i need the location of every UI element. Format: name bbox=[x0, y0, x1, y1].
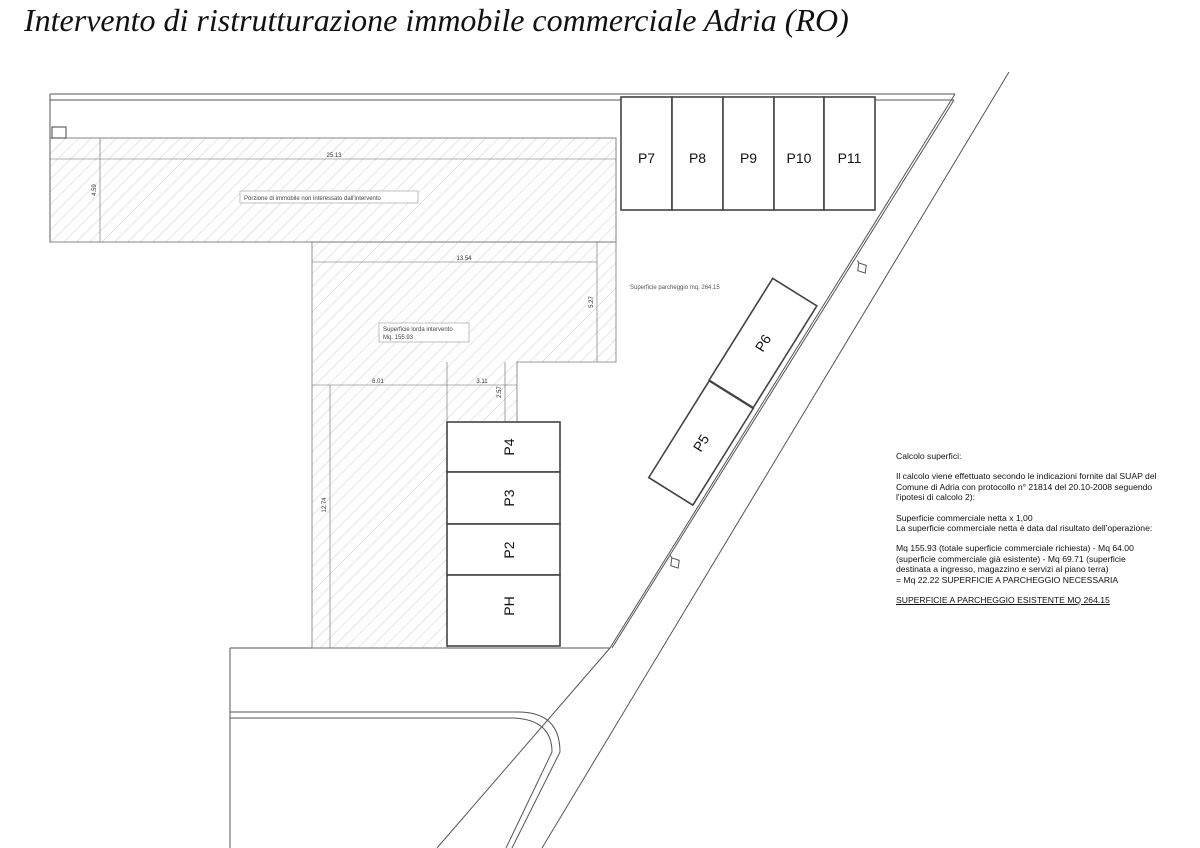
notes-paragraph: Superficie commerciale netta x 1,00 bbox=[896, 512, 1033, 523]
parking-space-p11 bbox=[824, 97, 875, 210]
plan-title: Intervento di ristrutturazione immobile commerciale Adria (RO) bbox=[24, 2, 849, 38]
existing-building-label: Porzione di immobile non interessato dall'intervento bbox=[244, 196, 381, 202]
svg-text:P11: P11 bbox=[837, 150, 862, 166]
parking-area-label: Superficie parcheggio mq. 264.15 bbox=[630, 285, 720, 291]
parking-space-p10 bbox=[774, 97, 824, 210]
parking-space-ph bbox=[447, 575, 560, 646]
svg-text:P9: P9 bbox=[739, 150, 758, 166]
parking-space-p7 bbox=[621, 97, 672, 210]
parking-space-p6 bbox=[709, 278, 817, 407]
dimension-label: 4.59 bbox=[92, 184, 98, 196]
dimension-label: 25.13 bbox=[326, 153, 342, 159]
dimension-label: 5.27 bbox=[589, 296, 595, 308]
parking-space-p3 bbox=[447, 472, 560, 524]
manhole-symbol-top bbox=[853, 258, 869, 276]
dimension-label: 12.74 bbox=[322, 497, 328, 513]
svg-text:P10: P10 bbox=[786, 150, 812, 166]
svg-text:P3: P3 bbox=[501, 489, 517, 507]
svg-text:P5: P5 bbox=[689, 431, 713, 455]
svg-text:P2: P2 bbox=[501, 541, 517, 559]
parking-space-p9 bbox=[723, 97, 774, 210]
gross-area-value: Mq. 155.93 bbox=[383, 335, 414, 341]
manhole-symbol-bottom bbox=[666, 553, 682, 571]
notes-paragraph: Mq 155.93 (totale superficie commerciale richiesta) - Mq 64.00 (superficie commerciale già esistente) - Mq 69.71 (superficie destinata a ingresso, magazzino e servizi al piano terra) bbox=[896, 543, 1134, 575]
notes-existing-parking: SUPERFICIE A PARCHEGGIO ESISTENTE MQ 264.15 bbox=[896, 595, 1110, 606]
dimension-label: 13.54 bbox=[456, 256, 472, 262]
dimension-label: 3.11 bbox=[476, 379, 488, 385]
svg-text:P4: P4 bbox=[501, 438, 517, 456]
parking-space-p4 bbox=[447, 422, 560, 472]
svg-text:P7: P7 bbox=[637, 150, 656, 166]
notes-paragraph: Il calcolo viene effettuato secondo le indicazioni fornite dal SUAP del Comune di Adria con protocollo n° 21814 del 20.10-2008 seguendo l'ipotesi di calcolo 2): bbox=[896, 471, 1157, 503]
notes-heading: Calcolo superfici: bbox=[896, 451, 962, 461]
dimension-label: 2.57 bbox=[497, 386, 503, 398]
parking-space-p2 bbox=[447, 524, 560, 575]
small-square-marker bbox=[52, 127, 66, 138]
svg-text:P8: P8 bbox=[688, 150, 707, 166]
notes-result: = Mq 22.22 SUPERFICIE A PARCHEGGIO NECESSARIA bbox=[896, 574, 1119, 585]
dimension-label: 6.01 bbox=[372, 379, 384, 385]
svg-text:P6: P6 bbox=[751, 331, 775, 355]
area-calculation-notes bbox=[896, 451, 1161, 615]
parking-space-p8 bbox=[672, 97, 723, 210]
sidewalk-curve bbox=[230, 712, 560, 848]
notes-paragraph: La superficie commerciale netta è data dal risultato dell'operazione: bbox=[896, 523, 1153, 534]
gross-area-label: Superficie lorda intervento bbox=[383, 327, 453, 333]
svg-text:PH: PH bbox=[501, 596, 517, 616]
